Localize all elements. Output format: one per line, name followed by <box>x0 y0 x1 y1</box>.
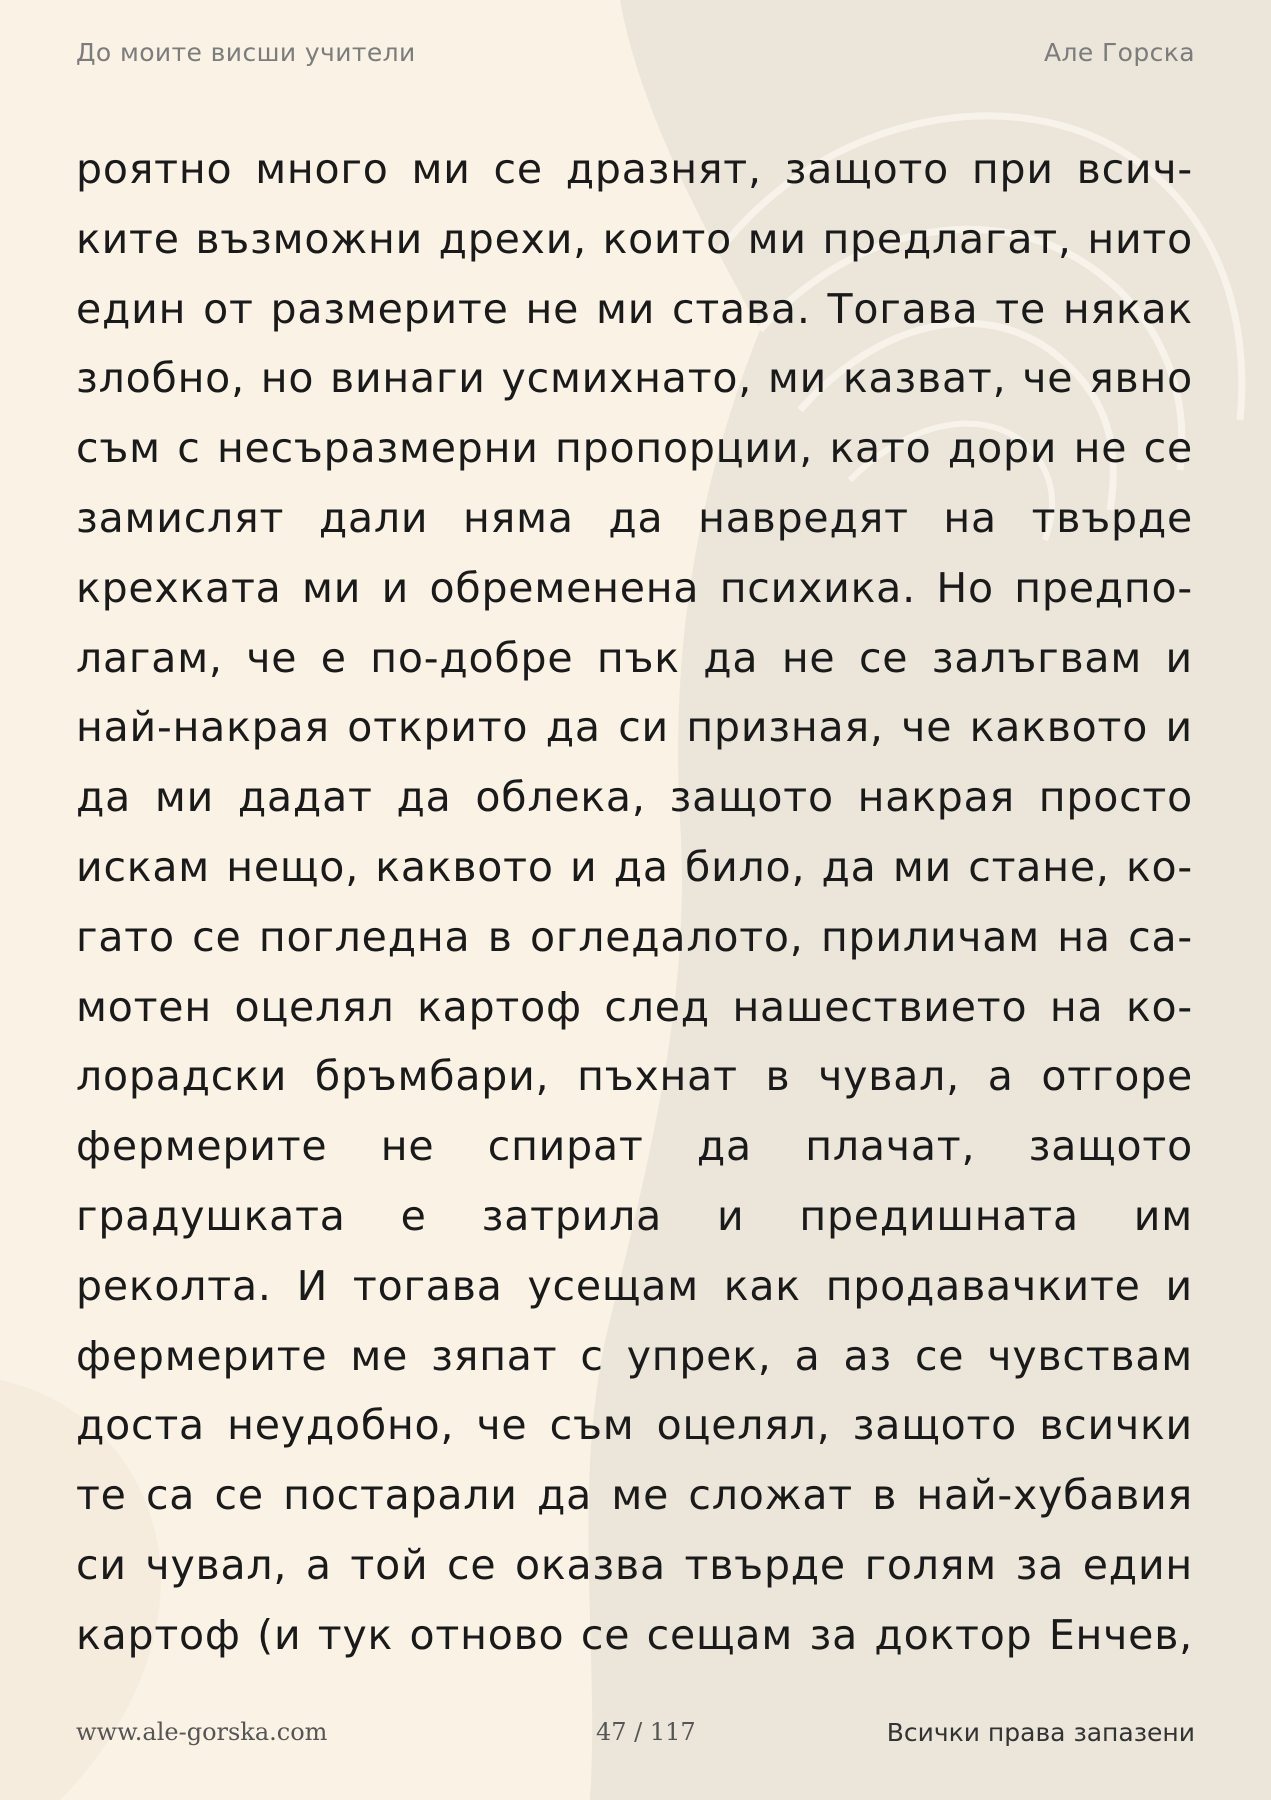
text-line: доста неудобно, че съм оцелял, защото всички <box>76 1401 1193 1450</box>
text-line: лагам, че е по-добре пък да не се залъгвам и <box>76 633 1193 682</box>
text-line: лорадски бръмбари, пъхнат в чувал, а отгоре <box>76 1052 1193 1101</box>
text-line: злобно, но винаги усмихнато, ми казват, че явно <box>76 354 1193 403</box>
text-line: замислят дали няма да навредят на твърде <box>76 493 1193 542</box>
text-line: съм с несъразмерни пропорции, като дори не се <box>76 424 1193 473</box>
text-line: гато се погледна в огледалото, приличам на са- <box>76 912 1193 961</box>
book-title: До моите висши учители <box>76 37 416 67</box>
copyright-notice: Всички права запазени <box>886 1717 1195 1747</box>
author-name: Але Горска <box>1044 37 1195 67</box>
text-line: градушката е затрила и предишната им <box>76 1191 1193 1240</box>
body-text <box>76 135 1193 1671</box>
text-line: си чувал, а той се оказва твърде голям за един <box>76 1540 1193 1589</box>
text-line: фермерите ме зяпат с упрек, а аз се чувствам <box>76 1331 1193 1380</box>
text-line: те са се постарали да ме сложат в най-хубавия <box>76 1471 1193 1520</box>
page-header <box>76 36 1195 68</box>
text-line: картоф (и тук отново се сещам за доктор Енчев, <box>76 1610 1193 1659</box>
text-line: ките възможни дрехи, които ми предлагат, нито <box>76 214 1193 263</box>
website-link[interactable]: www.ale-gorska.com <box>76 1718 328 1746</box>
text-line: роятно много ми се дразнят, защото при всич- <box>76 145 1193 193</box>
page-number: 47 / 117 <box>596 1718 696 1746</box>
text-line: мотен оцелял картоф след нашествието на ко- <box>76 982 1193 1031</box>
page-footer <box>76 1714 1195 1750</box>
text-line: фермерите не спират да плачат, защото <box>76 1122 1193 1171</box>
text-line: най-накрая открито да си призная, че каквото и <box>76 703 1193 752</box>
text-line: искам нещо, каквото и да било, да ми стане, ко- <box>76 842 1193 891</box>
text-line: реколта. И тогава усещам как продавачките и <box>76 1261 1193 1310</box>
text-line: крехката ми и обременена психика. Но предпо- <box>76 563 1193 612</box>
text-line: един от размерите не ми става. Тогава те някак <box>76 284 1193 333</box>
text-line: да ми дадат да облека, защото накрая просто <box>76 773 1193 822</box>
